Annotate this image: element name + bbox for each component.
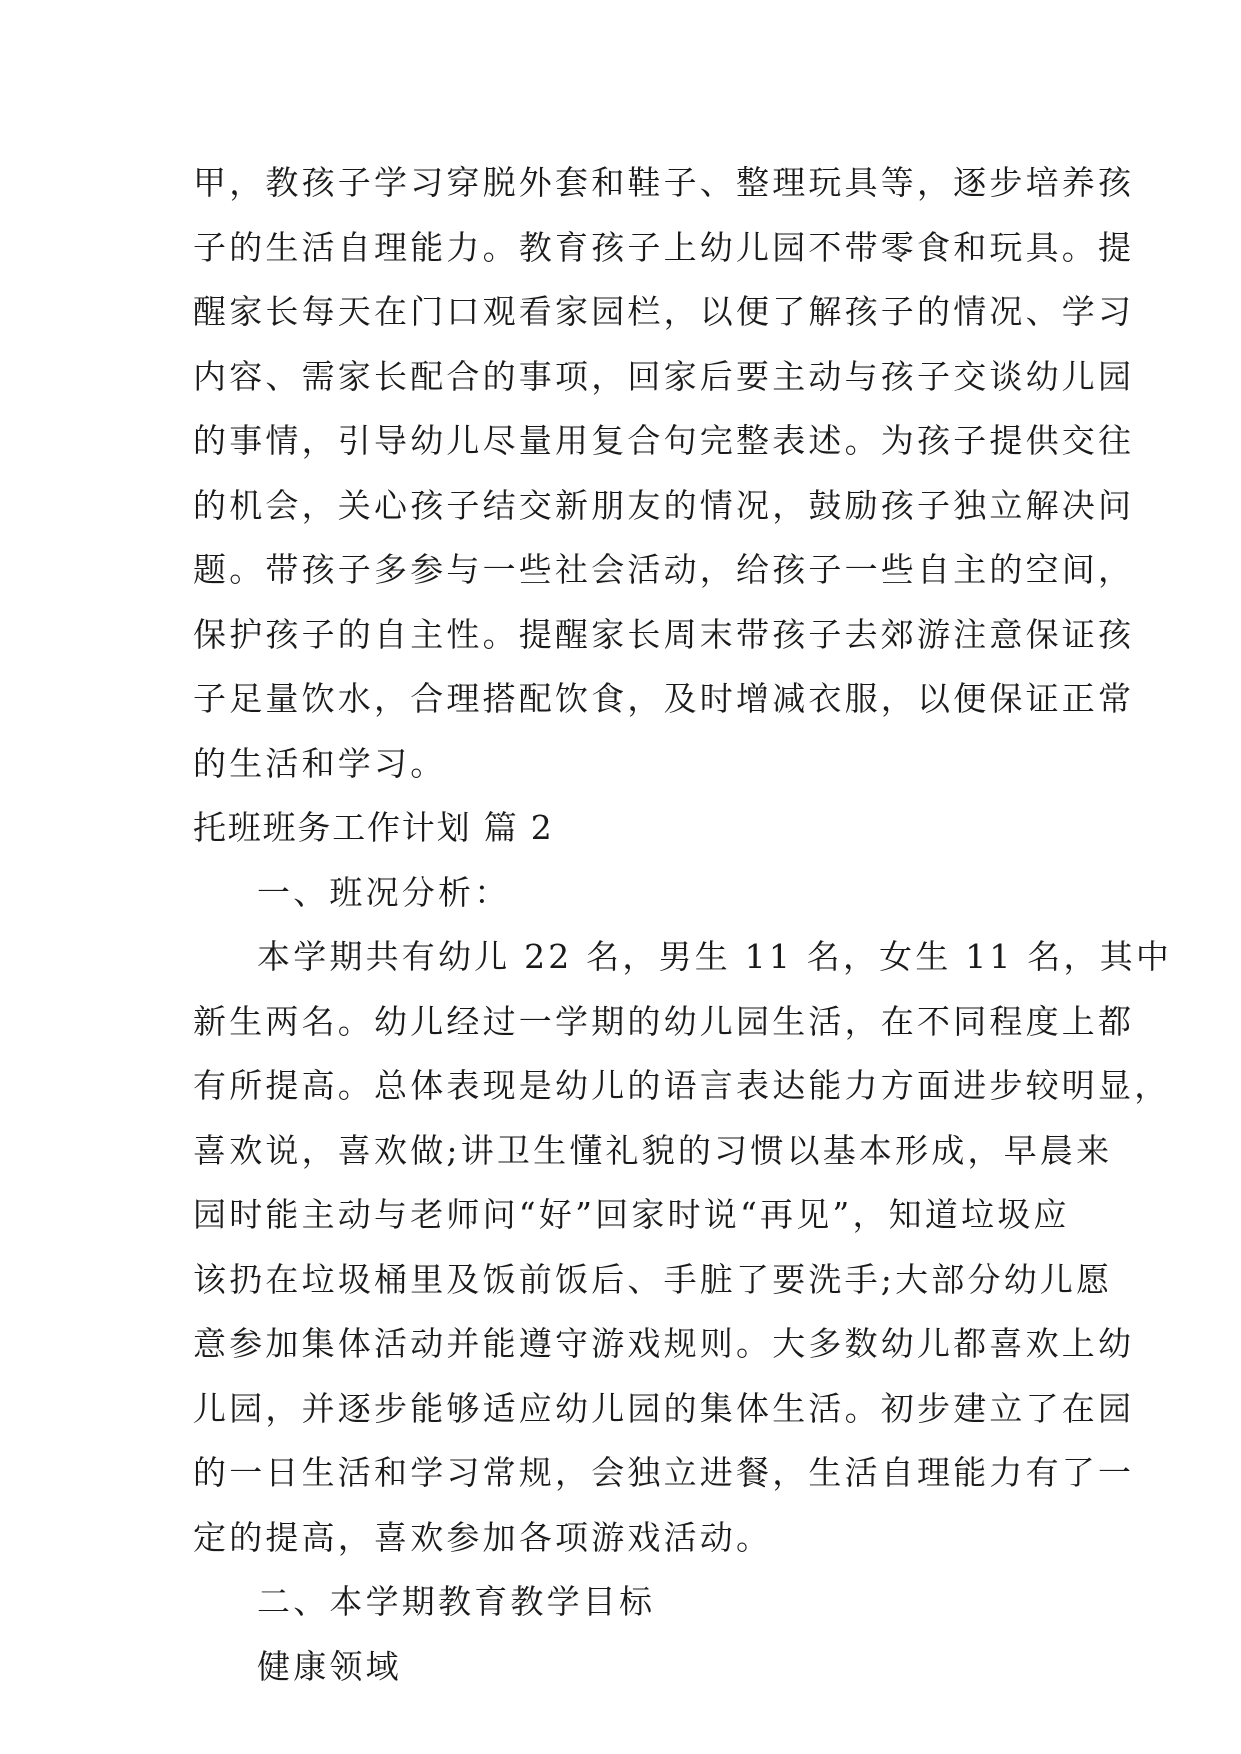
paragraph-line: 儿园，并逐步能够适应幼儿园的集体生活。初步建立了在园 [193, 1388, 1135, 1428]
paragraph-line: 甲，教孩子学习穿脱外套和鞋子、整理玩具等，逐步培养孩 [193, 163, 1135, 202]
document-title: 托班班务工作计划 篇 2 [193, 808, 554, 847]
paragraph-line: 醒家长每天在门口观看家园栏，以便了解孩子的情况、学习 [193, 292, 1135, 331]
paragraph-line: 本学期共有幼儿 22 名，男生 11 名，女生 11 名，其中 [257, 937, 1173, 976]
paragraph-line: 的机会，关心孩子结交新朋友的情况，鼓励孩子独立解决问 [193, 485, 1135, 525]
section-heading-1: 一、班况分析： [257, 872, 511, 912]
paragraph-line: 题。带孩子多参与一些社会活动，给孩子一些自主的空间， [193, 550, 1135, 589]
paragraph-line: 新生两名。幼儿经过一学期的幼儿园生活，在不同程度上都 [193, 1001, 1135, 1041]
section-heading-2: 二、本学期教育教学目标 [257, 1582, 656, 1621]
paragraph-line: 有所提高。总体表现是幼儿的语言表达能力方面进步较明显， [193, 1066, 1171, 1105]
paragraph-line: 保护孩子的自主性。提醒家长周末带孩子去郊游注意保证孩 [193, 614, 1135, 654]
paragraph-line: 喜欢说，喜欢做;讲卫生懂礼貌的习惯以基本形成，早晨来 [193, 1130, 1113, 1170]
paragraph-line: 该扔在垃圾桶里及饭前饭后、手脏了要洗手;大部分幼儿愿 [193, 1259, 1113, 1299]
paragraph-line: 的事情，引导幼儿尽量用复合句完整表述。为孩子提供交往 [193, 421, 1135, 460]
paragraph-line: 子足量饮水，合理搭配饮食，及时增减衣服，以便保证正常 [193, 679, 1135, 718]
paragraph-line: 的一日生活和学习常规，会独立进餐，生活自理能力有了一 [193, 1453, 1135, 1492]
paragraph-line: 园时能主动与老师问“好”回家时说“再见”，知道垃圾应 [193, 1195, 1070, 1234]
paragraph-line: 子的生活自理能力。教育孩子上幼儿园不带零食和玩具。提 [193, 227, 1135, 267]
paragraph-line: 内容、需家长配合的事项，回家后要主动与孩子交谈幼儿园 [193, 356, 1135, 396]
document-body [193, 151, 1173, 1699]
paragraph-line: 的生活和学习。 [193, 743, 447, 783]
subsection-heading: 健康领域 [257, 1646, 402, 1686]
paragraph-line: 定的提高，喜欢参加各项游戏活动。 [193, 1517, 773, 1557]
paragraph-line: 意参加集体活动并能遵守游戏规则。大多数幼儿都喜欢上幼 [193, 1324, 1135, 1363]
